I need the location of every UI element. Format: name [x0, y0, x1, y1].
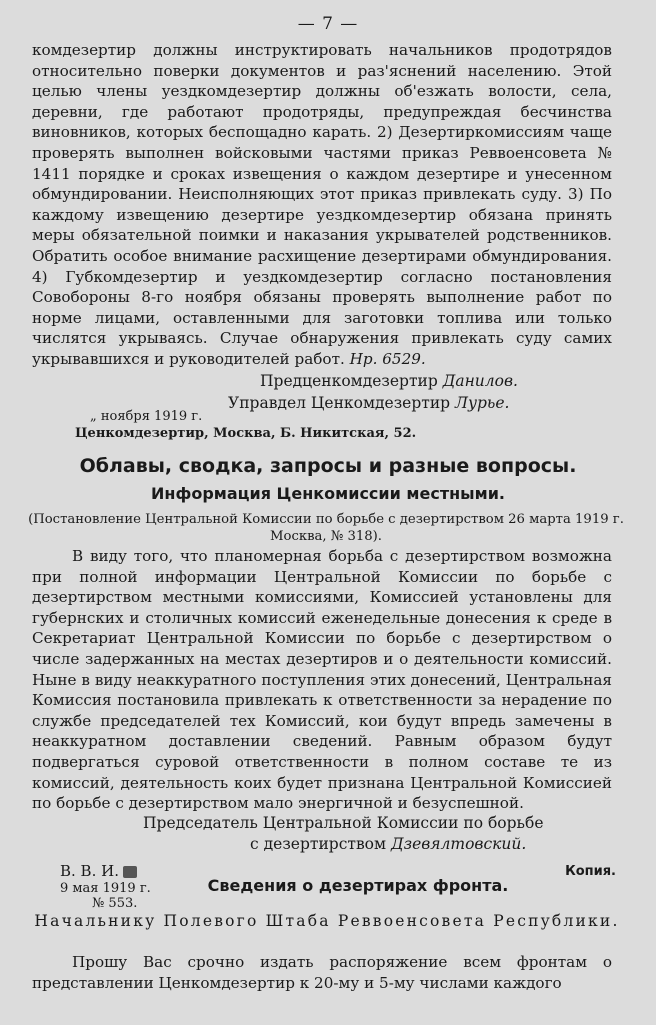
- section1-body: [32, 40, 612, 370]
- section3-date: 9 мая 1919 г.: [60, 881, 151, 896]
- section3-paragraph: Прошу Вас срочно издать распоряжение всем фронтам о представлении Ценкомдезертир к 20-му и 5-му числами каждого: [32, 953, 612, 992]
- section3-number: № 553.: [92, 896, 138, 911]
- section2-subheading: Информация Ценкомиссии местными.: [151, 484, 505, 503]
- section3-heading: Сведения о дезертирах фронта.: [207, 876, 509, 895]
- resolution-reference: (Постановление Центральной Комиссии по борьбе с дезертирством 26 марта 1919 г. Москва, № 318).: [28, 512, 624, 544]
- addressee: Начальнику Полевого Штаба Реввоенсовета Республики.: [34, 912, 620, 930]
- order-reference: Нр. 6529.: [349, 349, 426, 368]
- section1-date: „ ноября 1919 г.: [90, 409, 203, 424]
- section1-address: Ценкомдезертир, Москва, Б. Никитская, 52.: [75, 426, 417, 441]
- signature-chairman: Предценкомдезертир Данилов.: [260, 372, 518, 390]
- page-number: — 7 —: [297, 14, 359, 34]
- chairman-title-line2: с дезертирством Дзевялтовский.: [250, 835, 527, 853]
- signature-manager: Управдел Ценкомдезертир Лурье.: [228, 394, 510, 412]
- chairman-title-line1: Председатель Центральной Комиссии по борьбе: [143, 814, 544, 832]
- section2-paragraph: В виду того, что планомерная борьба с дезертирством возможна при полной информации Центральной Комиссии по борьбе с дезертирством местными комиссиями, Комиссией установлены для губернских и столичных комиссий еженедельные донесения к среде в Секретариат Центральной Комиссии по борьбе с дезертирством о числе задержанных на местах дезертиров и о деятельности комиссий. Ныне в виду неаккуратного поступления этих донесений, Центральная Комиссия постановила привлекать к ответственности за нерадение по службе председателей тех Комиссий, кои будут впредь замечены в неаккуратном доставлении сведений. Равным образом будут подвергаться суровой ответственности в полном составе те из комиссий, деятельность коих будет признана Центральной Комиссией по борьбе с дезертирством мало энергичной и безуспешной.: [32, 547, 612, 813]
- initials: В. В. И.: [60, 862, 137, 880]
- signature-chairman-name: Данилов.: [442, 372, 518, 390]
- section2-heading: Облавы, сводка, запросы и разные вопросы.: [79, 455, 577, 477]
- section2-body: [32, 546, 612, 814]
- signature-manager-name: Лурье.: [455, 394, 510, 412]
- copy-label: Копия.: [565, 864, 616, 879]
- chairman-name: Дзевялтовский.: [391, 835, 527, 853]
- section1-paragraph: комдезертир должны инструктировать начальников продотрядов относительно поверки документов и раз'яснений населению. Этой целью члены уездкомдезертир должны об'езжать волости, села, деревни, где работают продотряды, предупреждая бесчинства виновников, которых беспощадно карать. 2) Дезертиркомиссиям чаще проверять выполнен войсковыми частями приказ Реввоенсовета № 1411 порядке и сроках извещения о каждом дезертире и унесенном обмундировании. Неисполняющих этот приказ привлекать суду. 3) По каждому извещению дезертире уездкомдезертир обязана принять меры обязательной поимки и наказания укрывателей родственников. Обратить особое внимание расхищение дезертирами обмундирования. 4) Губкомдезертир и уездкомдезертир согласно постановления Совобороны 8-го ноября обязаны проверять выполнение работ по норме лицами, оставленными для заготовки топлива или только числятся укрываясь. Случае обнаружения привлекать суду самих укрывавшихся и руководителей работ. Нр. 6529.: [32, 41, 612, 368]
- section3-body: [32, 952, 612, 993]
